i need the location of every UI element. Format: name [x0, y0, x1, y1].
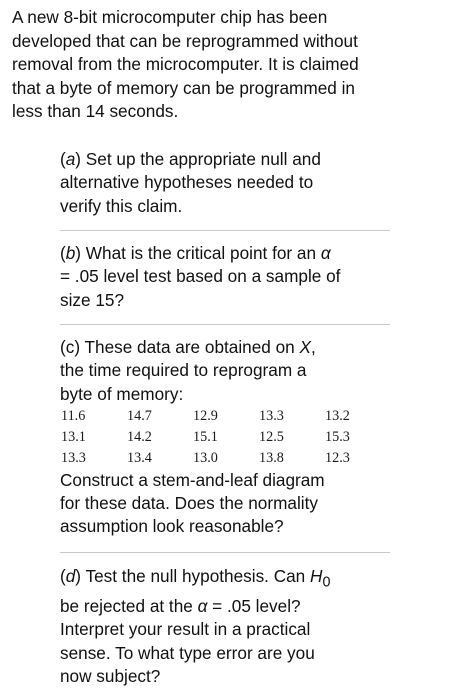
- data-cell: 13.8: [259, 449, 284, 466]
- table-row: [61, 406, 391, 427]
- part-c: [60, 336, 400, 539]
- part-b-text: What is the critical point for an: [81, 243, 321, 263]
- part-b-line: = .05 level test based on a sample of: [60, 266, 341, 287]
- data-cell: 11.6: [61, 408, 86, 425]
- data-cell: 13.3: [61, 449, 86, 466]
- part-d: [60, 565, 400, 688]
- data-cell: 15.3: [325, 429, 350, 446]
- part-d-line: now subject?: [60, 666, 161, 687]
- part-d-text: = .05 level?: [207, 595, 301, 616]
- part-b-paren-open: (: [60, 243, 66, 263]
- alpha-symbol: α: [320, 243, 331, 263]
- part-c-line: Construct a stem-and-leaf diagram: [60, 469, 325, 490]
- part-a-paren-close: ): [75, 149, 82, 169]
- part-b-line: [60, 242, 400, 265]
- part-d-paren-open: (: [60, 566, 66, 586]
- part-b-letter: b: [65, 243, 76, 263]
- part-d-letter: d: [65, 566, 76, 586]
- divider: [60, 324, 390, 325]
- part-d-line: Interpret your result in a practical: [60, 619, 311, 640]
- part-a-line: verify this claim.: [60, 195, 183, 216]
- intro-line: less than 14 seconds.: [12, 101, 179, 122]
- problem-intro: [12, 6, 442, 124]
- intro-line: that a byte of memory can be programmed in: [12, 77, 355, 98]
- part-a-letter: a: [65, 149, 76, 169]
- part-c-line: assumption look reasonable?: [60, 516, 284, 537]
- data-cell: 12.3: [325, 449, 350, 466]
- part-a: [60, 148, 400, 218]
- part-d-text: be rejected at the: [60, 595, 198, 616]
- table-row: [61, 427, 391, 448]
- part-a-line: alternative hypotheses needed to: [60, 172, 314, 193]
- data-cell: 13.0: [193, 449, 218, 466]
- intro-line: developed that can be reprogrammed without: [12, 30, 358, 51]
- part-c-line: byte of memory:: [60, 383, 184, 404]
- divider: [60, 552, 390, 553]
- alpha-symbol: α: [197, 595, 208, 616]
- part-d-line: [60, 595, 400, 618]
- part-a-line: [60, 148, 400, 171]
- data-table: [61, 406, 391, 468]
- part-d-line: sense. To what type error are you: [60, 642, 315, 663]
- part-d-text: Test the null hypothesis. Can: [81, 566, 311, 586]
- data-cell: 14.7: [127, 408, 152, 425]
- data-cell: 13.1: [61, 429, 86, 446]
- part-c-text: (c) These data are obtained on: [60, 337, 300, 357]
- part-a-text: Set up the appropriate null and: [81, 149, 321, 169]
- part-d-line: [60, 565, 400, 595]
- part-c-line: the time required to reprogram a: [60, 360, 307, 381]
- data-cell: 14.2: [127, 429, 152, 446]
- data-cell: 12.5: [259, 429, 284, 446]
- data-cell: 13.4: [127, 449, 152, 466]
- part-b-line: size 15?: [60, 289, 125, 310]
- intro-line: removal from the microcomputer. It is claimed: [12, 54, 359, 75]
- part-b-paren-close: ): [75, 243, 82, 263]
- data-cell: 12.9: [193, 408, 218, 425]
- part-c-text: ,: [310, 337, 316, 357]
- table-row: [61, 448, 391, 469]
- part-a-paren-open: (: [60, 149, 66, 169]
- hypothesis-symbol: H: [310, 566, 323, 586]
- intro-line: A new 8-bit microcomputer chip has been: [12, 7, 328, 27]
- variable-x: X: [299, 337, 311, 357]
- data-cell: 13.3: [259, 408, 284, 425]
- part-d-paren-close: ): [75, 566, 82, 586]
- divider: [60, 230, 390, 231]
- data-cell: 15.1: [193, 429, 218, 446]
- hypothesis-subscript: 0: [322, 574, 331, 591]
- part-c-line: for these data. Does the normality: [60, 493, 318, 514]
- data-cell: 13.2: [325, 408, 350, 425]
- part-c-line: [60, 336, 400, 359]
- part-b: [60, 242, 400, 312]
